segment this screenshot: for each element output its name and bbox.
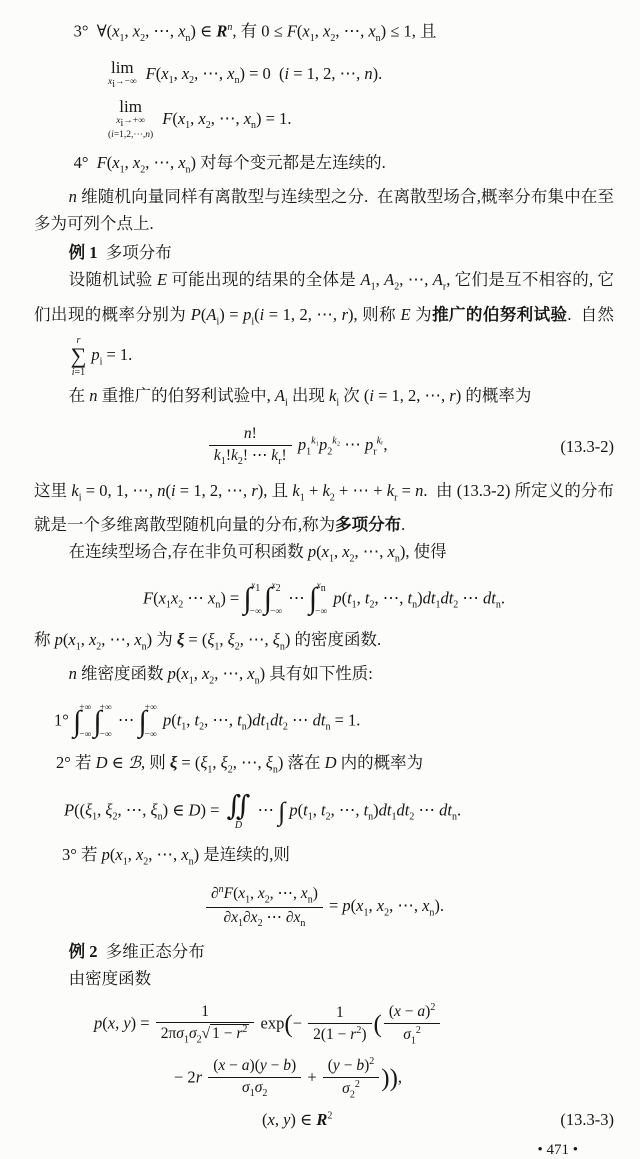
equation-13-3-2-row xyxy=(34,425,614,468)
partial-derivative-formula: $\frac{\partial^nF(x_1, x_2, \cdots, x_n)}{\partial x_1\partial x_2 \cdots \partial x_n}$ = $p(x_1$, $x_2$, ⋯, $x_n$). xyxy=(34,884,614,930)
bivariate-normal-density-line1: p(x, y) = $\frac{1}{2\pi\sigma_1\sigma_2√ 1 - r^2}$ exp(− $\frac{1}{2(1 - r^2)}$ ( $\frac{(x - a)^2}{\sigma_1^2}$ xyxy=(94,1002,614,1047)
example2-paragraph-1: 由密度函数 xyxy=(68,969,152,989)
example1-paragraph-3: 这里 $k_i = 0$, 1, ⋯, n(i = 1, 2, ⋯, r), 且 $k_1 + k_2$ + ⋯ + $k_r = n$. 由 (13.3-2) 所定义的分布就是一个多维离散型随机向量的分布,称为多项分布. xyxy=(34,480,615,535)
equation-13-3-3-row xyxy=(34,1110,614,1130)
bivariate-normal-density-line2: − 2r $\frac{(x - a)(y - b)}{\sigma_1\sigma_2}$ + $\frac{(y - b)^2}{\sigma_2^2}$ )), xyxy=(174,1056,403,1101)
example1-heading: 例 1 多项分布 xyxy=(68,243,172,263)
cdf-property-4: 4° $F(x_1$, $x_2$, ⋯, $x_n$) 对每个变元都是左连续的. xyxy=(73,153,386,176)
equation-number-13-3-3: (13.3-3) xyxy=(560,1110,614,1130)
limit-to-zero-formula: lim $x_i\to-\infty$ $F(x_1$, $x_2$, ⋯, $x_n) = 0$ (i = 1, 2, ⋯, n). xyxy=(108,57,383,90)
multinomial-probability-formula: $\frac{n!}{k_1!k_2! \cdots k_r!}$ $p_1^{k_1}p_2^{k_2}$ ⋯ $p_r^{kᵣ}$, xyxy=(34,425,560,468)
cdf-integral-formula: $F(x_1x_2$ ⋯ $x_n$) = ∫ $x_1$ −∞ ∫ $x_2$ −∞ ⋯ ∫ $x_n$ −∞ $p(t_1$, $t_2$, ⋯, $t_n)dt_1dt_2$ ⋯ $dt_n$. xyxy=(142,580,506,617)
domain-statement: (x, y) ∈ $R^2$ xyxy=(262,1110,333,1130)
equation-number-13-3-2: (13.3-2) xyxy=(560,436,614,456)
example1-paragraph-1: 设随机试验 E 可能出现的结果的全体是 $A_1$, $A_2$, ⋯, $A_r$, 它们是互不相容的, 它们出现的概率分别为 $P(A_i) = p_i(i = 1$, 2, ⋯, r), 则称 E 为推广的伯努利试验. 自然 r ∑ i=1 $p_i = 1$. xyxy=(34,270,615,378)
density-properties-intro: n 维密度函数 $p(x_1$, $x_2$, ⋯, $x_n$) 具有如下性质: xyxy=(68,663,373,687)
density-property-2: 2° 若 D ∈ ℬ, 则 $\xi = (\xi_1$, $\xi_2$, ⋯, $\xi_n$) 落在 D 内的概率为 xyxy=(56,753,424,776)
example2-heading: 例 2 多维正态分布 xyxy=(68,942,205,962)
limit-to-one-formula: lim $x_i\to+\infty$ (i=1,2,⋯,n) $F(x_1$, $x_2$, ⋯, $x_n) = 1$. xyxy=(108,97,292,141)
density-function-definition: 称 $p(x_1$, $x_2$, ⋯, $x_n$) 为 $\xi = (\xi_1$, $\xi_2$, ⋯, $\xi_n$) 的密度函数. xyxy=(34,629,382,652)
discrete-continuous-note: n 维随机向量同样有离散型与连续型之分. 在离散型场合,概率分布集中在至多为可列个点上. xyxy=(34,187,614,234)
continuous-case-intro: 在连续型场合,存在非负可积函数 $p(x_1$, $x_2$, ⋯, $x_n$), 使得 xyxy=(68,542,447,565)
region-probability-formula: $P((\xi_1$, $\xi_2$, ⋯, $\xi_n$) ∈ D) = ∬ D ⋯ ∫ $p(t_1$, $t_2$, ⋯, $t_n)dt_1dt_2$ ⋯ $dt_n$. xyxy=(64,790,462,831)
density-property-1: 1° ∫ +∞ −∞ ∫ +∞ −∞ ⋯ ∫ +∞ −∞ $p(t_1$, $t_2$, ⋯, $t_n)dt_1dt_2$ ⋯ $dt_n = 1$. xyxy=(54,703,361,740)
page-number: • 471 • xyxy=(537,1142,578,1159)
example1-paragraph-2: 在 n 重推广的伯努利试验中, $A_i$ 出现 $k_i$ 次 (i = 1, 2, ⋯, r) 的概率为 xyxy=(68,385,532,409)
density-property-3: 3° 若 $p(x_1$, $x_2$, ⋯, $x_n$) 是连续的,则 xyxy=(62,845,290,868)
cdf-property-3: 3° $\forall(x_1$, $x_2$, ⋯, $x_n$) ∈ $R^n$, 有 $0 \le F(x_1$, $x_2$, ⋯, $x_n) \le 1$, 且 xyxy=(73,21,437,44)
